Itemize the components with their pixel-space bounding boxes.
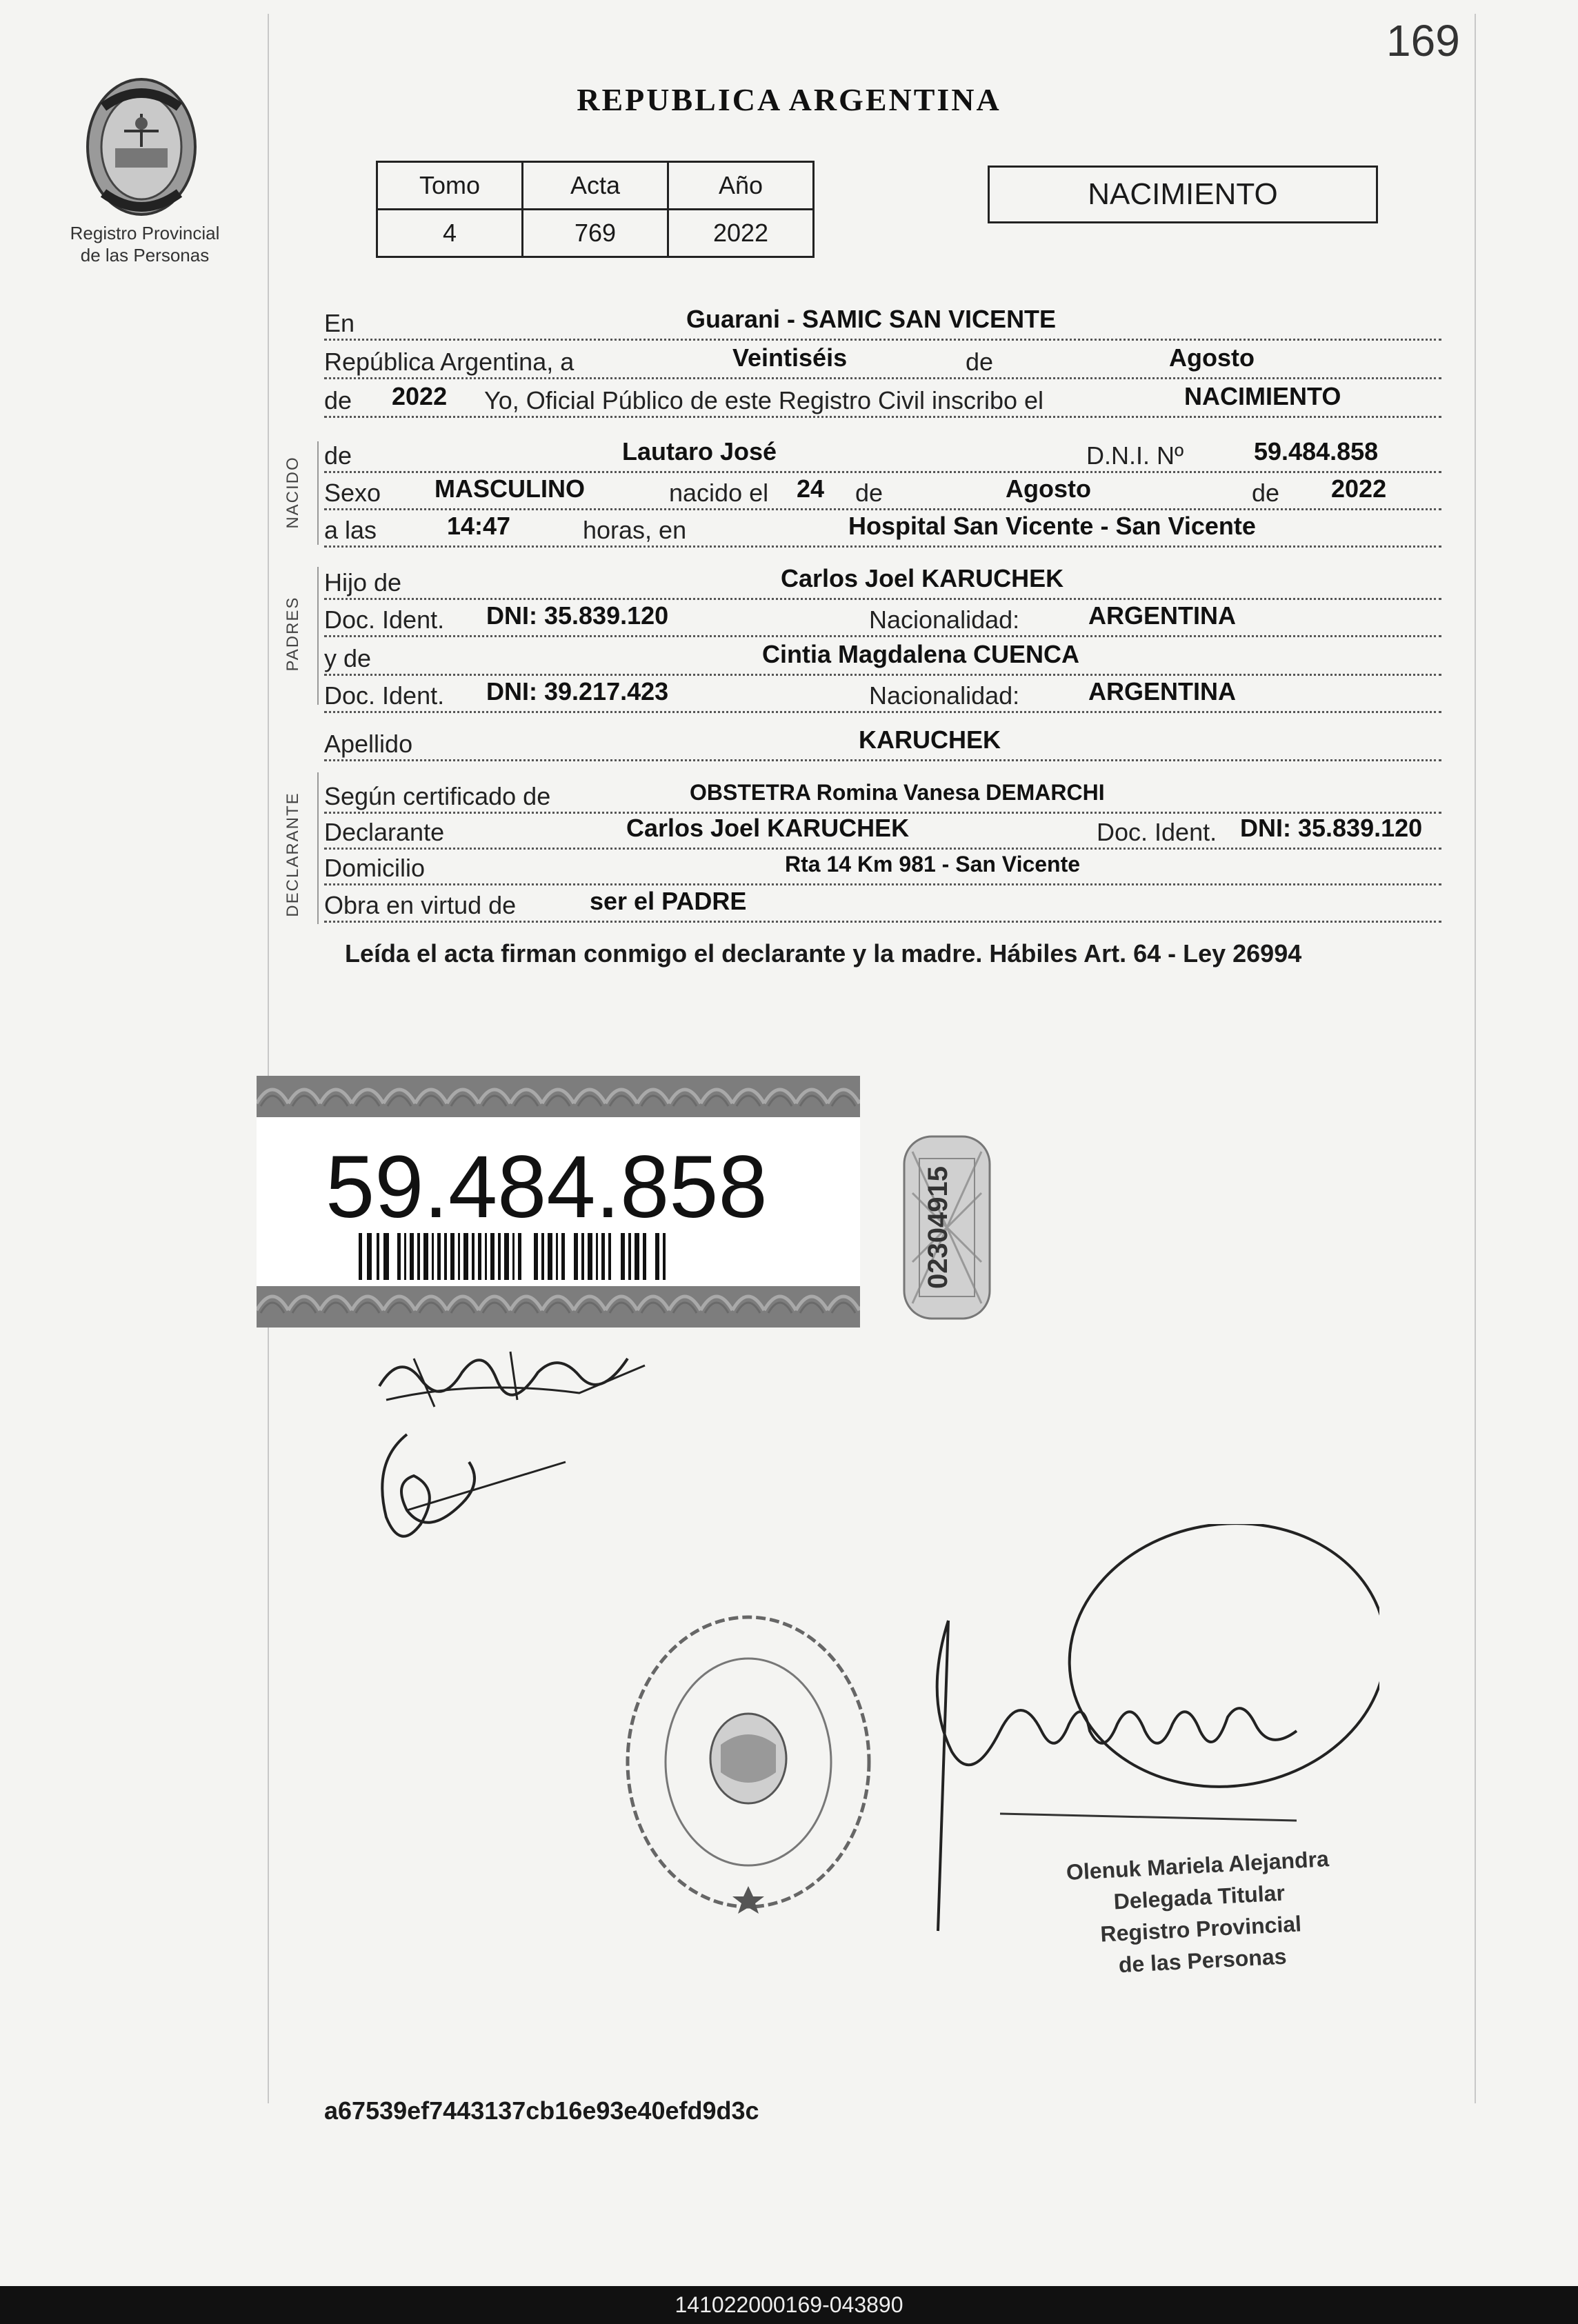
value-lugar: Guarani - SAMIC SAN VICENTE [686,305,1057,333]
value-padre: Carlos Joel KARUCHEK [781,564,1064,592]
label-obra: Obra en virtud de [324,891,520,920]
declarante-bar [317,772,319,924]
line-declarante [324,814,1441,854]
official-stamp-text [1025,1841,1376,1985]
official-org-1: Registro Provincial [1099,1911,1302,1947]
label-yo-oficial: Yo, Oficial Público de este Registro Civil inscribo el [484,386,1048,415]
line-republica [324,343,1441,383]
label-dni-no: D.N.I. Nº [1086,441,1188,470]
line-hijo-de [324,564,1441,604]
line-madre-doc [324,677,1441,717]
official-stamp [617,1607,879,1917]
acta-value: 769 [523,210,668,257]
label-nac-padre: Nacionalidad: [869,605,1023,634]
value-mes: Agosto [1169,343,1255,372]
section-padres: PADRES [283,596,302,672]
volume-table-values [377,210,814,257]
value-dia-nac: 24 [797,474,825,503]
section-nacido: NACIDO [283,456,302,529]
value-padre-doc: DNI: 35.839.120 [486,601,669,630]
official-org-2: de las Personas [1117,1943,1288,1978]
document-hash: a67539ef7443137cb16e93e40efd9d3c [324,2096,759,2125]
volume-table [376,161,815,258]
footer-code: 141022000169-043890 [0,2286,1578,2324]
label-domicilio: Domicilio [324,854,429,883]
line-hora [324,514,1441,552]
right-margin-line [1475,14,1476,2103]
closing-text: Leída el acta firman conmigo el declarante y la madre. Hábiles Art. 64 - Ley 26994 [345,939,1302,968]
dni-sticker-number: 59.484.858 [326,1138,768,1236]
value-padre-nac: ARGENTINA [1088,601,1236,630]
label-nac-madre: Nacionalidad: [869,681,1023,710]
seal-number: 02304915 [923,1166,953,1289]
value-anio: 2022 [392,382,448,410]
label-de-mes-nac: de [855,479,887,508]
page-number: 169 [1386,16,1460,66]
label-de-nombre: de [324,441,356,470]
value-anio-nac: 2022 [1331,474,1387,503]
value-lugar-nac: Hospital San Vicente - San Vicente [848,512,1256,540]
line-domicilio [324,852,1441,890]
anio-value: 2022 [668,210,814,257]
label-de-mes: de [966,348,997,377]
label-republica: República Argentina, a [324,348,578,377]
acta-header: Acta [523,162,668,210]
mother-signature [366,1421,572,1559]
tomo-header: Tomo [377,162,523,210]
label-doc-madre: Doc. Ident. [324,681,448,710]
value-declarante: Carlos Joel KARUCHEK [626,814,910,842]
nacido-bar [317,441,319,545]
value-certificado: OBSTETRA Romina Vanesa DEMARCHI [690,780,1105,805]
value-madre: Cintia Magdalena CUENCA [762,640,1080,668]
left-margin-line [268,14,269,2103]
security-seal-icon [899,1131,995,1324]
record-type-box: NACIMIENTO [988,166,1378,223]
label-doc-padre: Doc. Ident. [324,605,448,634]
value-hora: 14:47 [447,512,511,540]
line-apellido [324,725,1441,765]
value-obra: ser el PADRE [590,887,747,915]
label-declarante: Declarante [324,818,448,847]
value-mes-nac: Agosto [1006,474,1091,503]
volume-table-header [377,162,814,210]
line-anio-acto [324,382,1441,422]
line-en [324,305,1441,345]
value-dia-letras: Veintiséis [732,343,848,372]
padres-bar [317,567,319,705]
value-madre-nac: ARGENTINA [1088,677,1236,705]
line-nombre [324,437,1441,477]
line-padre-doc [324,601,1441,641]
document-title: REPUBLICA ARGENTINA [577,82,1001,117]
value-apellido: KARUCHEK [859,725,1001,754]
label-hijo-de: Hijo de [324,568,406,597]
anio-header: Año [668,162,814,210]
line-obra [324,887,1441,927]
label-apellido: Apellido [324,730,417,759]
label-y-de: y de [324,644,375,673]
label-a-las: a las [324,516,381,545]
label-doc-declarante: Doc. Ident. [1097,818,1221,847]
declarant-signature [372,1331,648,1428]
label-en: En [324,309,359,338]
line-y-de [324,640,1441,680]
registry-label: Registro Provincial de las Personas [70,223,220,266]
label-horas-en: horas, en [583,516,690,545]
value-nombre: Lautaro José [622,437,777,465]
value-madre-doc: DNI: 39.217.423 [486,677,669,705]
official-role: Delegada Titular [1112,1880,1286,1914]
section-declarante: DECLARANTE [283,792,302,917]
label-de-anio-nac: de [1252,479,1284,508]
label-sexo: Sexo [324,479,385,508]
official-name: Olenuk Mariela Alejandra [1066,1846,1330,1885]
line-sexo [324,474,1441,514]
value-sexo: MASCULINO [435,474,585,503]
label-nacido-el: nacido el [669,479,772,508]
value-declarante-doc: DNI: 35.839.120 [1240,814,1423,842]
value-domicilio: Rta 14 Km 981 - San Vicente [785,852,1081,876]
label-de-anio: de [324,386,356,415]
dni-sticker [257,1076,860,1328]
value-dni: 59.484.858 [1254,437,1379,465]
line-certificado [324,781,1441,818]
value-acto: NACIMIENTO [1184,382,1341,410]
label-segun-cert: Según certificado de [324,782,555,811]
tomo-value: 4 [377,210,523,257]
